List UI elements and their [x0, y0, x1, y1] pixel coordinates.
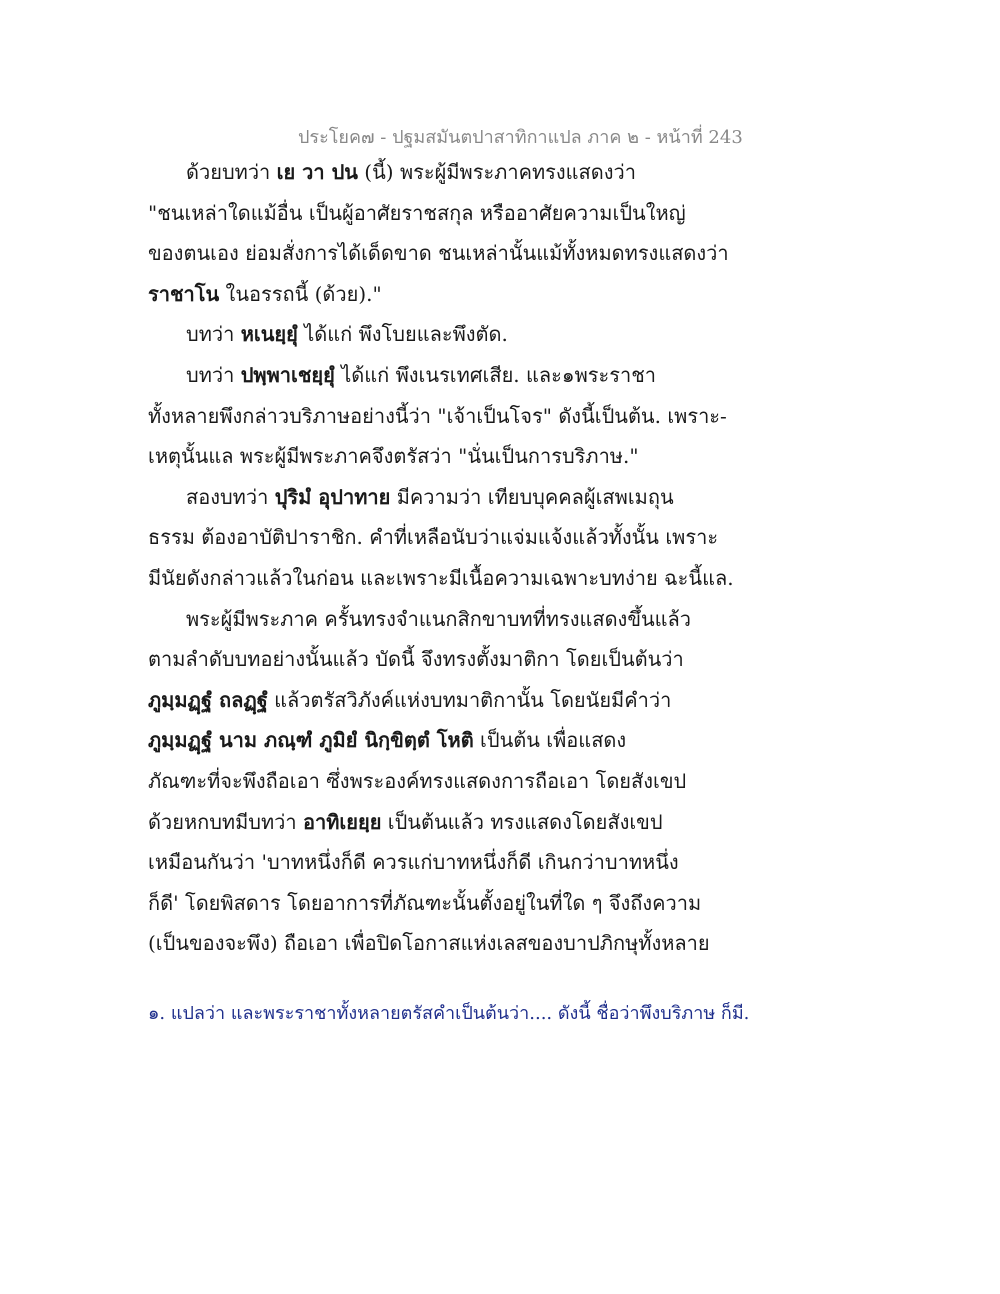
text-line: [148, 233, 729, 274]
text-line: [148, 396, 727, 437]
text-span: ในอรรถนี้ (ด้วย).": [219, 281, 382, 306]
text-span: ได้แก่ พึงเนรเทศเสีย. และ๑พระราชา: [334, 362, 657, 387]
pali-term: หเนยฺยุํ: [240, 322, 298, 347]
text-line: [148, 761, 708, 802]
text-span: ด้วยหกบทมีบทว่า: [148, 809, 303, 834]
text-line: [148, 923, 708, 964]
text-span: พระผู้มีพระภาค ครั้นทรงจำแนกสิกขาบทที่ทรงแสดงขึ้นแล้ว: [186, 606, 692, 631]
text-span: มีความว่า เทียบบุคคลผู้เสพเมถุน: [390, 484, 674, 509]
text-line: [148, 680, 708, 721]
text-span: ของตนเอง ย่อมสั่งการได้เด็ดขาด ชนเหล่านั้นแม้ทั้งหมดทรงแสดงว่า: [148, 241, 729, 266]
text-line: [148, 639, 708, 680]
footnote: ๑. แปลว่า และพระราชาทั้งหลายตรัสคำเป็นต้นว่า.... ดังนี้ ชื่อว่าพึงบริภาษ ก็มี.: [148, 1003, 750, 1024]
text-line: [148, 152, 708, 193]
text-line: [148, 720, 708, 761]
body-text: [148, 152, 734, 964]
pali-term: เย วา ปน: [276, 160, 358, 184]
pali-term: ภูมฺมฏฺฐํ นาม ภณฺฑํ ภูมิยํ นิกฺขิตฺตํ โหติ: [148, 728, 474, 753]
text-span: แล้วตรัสวิภังค์แห่งบทมาติกานั้น โดยนัยมีคำว่า: [267, 687, 672, 712]
text-span: (นี้) พระผู้มีพระภาคทรงแสดงว่า: [357, 160, 636, 184]
pali-term: ภูมฺมฏฺฐํ ถลฏฺฐํ: [148, 687, 268, 712]
text-line: [148, 599, 708, 640]
text-span: บทว่า: [186, 322, 241, 347]
text-line: [148, 842, 708, 883]
text-line: [148, 355, 708, 396]
text-span: เป็นต้นแล้ว ทรงแสดงโดยสังเขป: [381, 809, 663, 834]
pali-term: ปพฺพาเชยฺยุํ: [240, 362, 335, 387]
text-span: ได้แก่ พึงโบยและพึงตัด.: [297, 322, 508, 347]
text-span: ธรรม ต้องอาบัติปาราชิก. คำที่เหลือนับว่าแจ่มแจ้งแล้วทั้งนั้น เพราะ: [148, 525, 719, 550]
text-span: สองบทว่า: [186, 484, 275, 509]
text-span: ตามลำดับบทอย่างนั้นแล้ว บัดนี้ จึงทรงตั้งมาติกา โดยเป็นต้นว่า: [148, 647, 684, 672]
page-header: ประโยค๗ - ปฐมสมันตปาสาทิกาแปล ภาค ๒ - หน้าที่ 243: [298, 127, 743, 148]
text-line: [148, 193, 708, 234]
text-line: [148, 883, 708, 924]
pali-term: ปุริมํ อุปาทาย: [274, 484, 391, 509]
text-line: [148, 517, 719, 558]
text-line: [148, 802, 708, 843]
text-span: ก็ดี' โดยพิสดาร โดยอาการที่ภัณฑะนั้นตั้งอยู่ในที่ใด ๆ จึงถึงความ: [148, 890, 702, 915]
text-line: [148, 314, 708, 355]
pali-term: ราชาโน: [148, 281, 220, 306]
text-span: ด้วยบทว่า: [186, 160, 277, 184]
text-span: บทว่า: [186, 362, 241, 387]
text-span: ทั้งหลายพึงกล่าวบริภาษอย่างนี้ว่า "เจ้าเป็นโจร" ดังนี้เป็นต้น. เพราะ-: [148, 403, 727, 428]
text-span: ภัณฑะที่จะพึงถือเอา ซึ่งพระองค์ทรงแสดงการถือเอา โดยสังเขป: [148, 768, 687, 793]
text-span: "ชนเหล่าใดแม้อื่น เป็นผู้อาศัยราชสกุล หรืออาศัยความเป็นใหญ่: [148, 200, 686, 225]
text-line: [148, 274, 708, 315]
text-line: [148, 558, 734, 599]
text-span: เหตุนั้นแล พระผู้มีพระภาคจึงตรัสว่า "นั่นเป็นการบริภาษ.": [148, 444, 639, 469]
text-span: มีนัยดังกล่าวแล้วในก่อน และเพราะมีเนื้อความเฉพาะบทง่าย ฉะนี้แล.: [148, 565, 734, 590]
text-line: [148, 436, 708, 477]
pali-term: อาทิเยยฺย: [303, 809, 382, 834]
text-span: เหมือนกันว่า 'บาทหนึ่งก็ดี ควรแก่บาทหนึ่งก็ดี เกินกว่าบาทหนึ่ง: [148, 850, 679, 875]
text-span: (เป็นของจะพึง) ถือเอา เพื่อปิดโอกาสแห่งเลสของบาปภิกษุทั้งหลาย: [148, 931, 710, 956]
text-span: เป็นต้น เพื่อแสดง: [473, 728, 627, 753]
text-line: [148, 477, 708, 518]
